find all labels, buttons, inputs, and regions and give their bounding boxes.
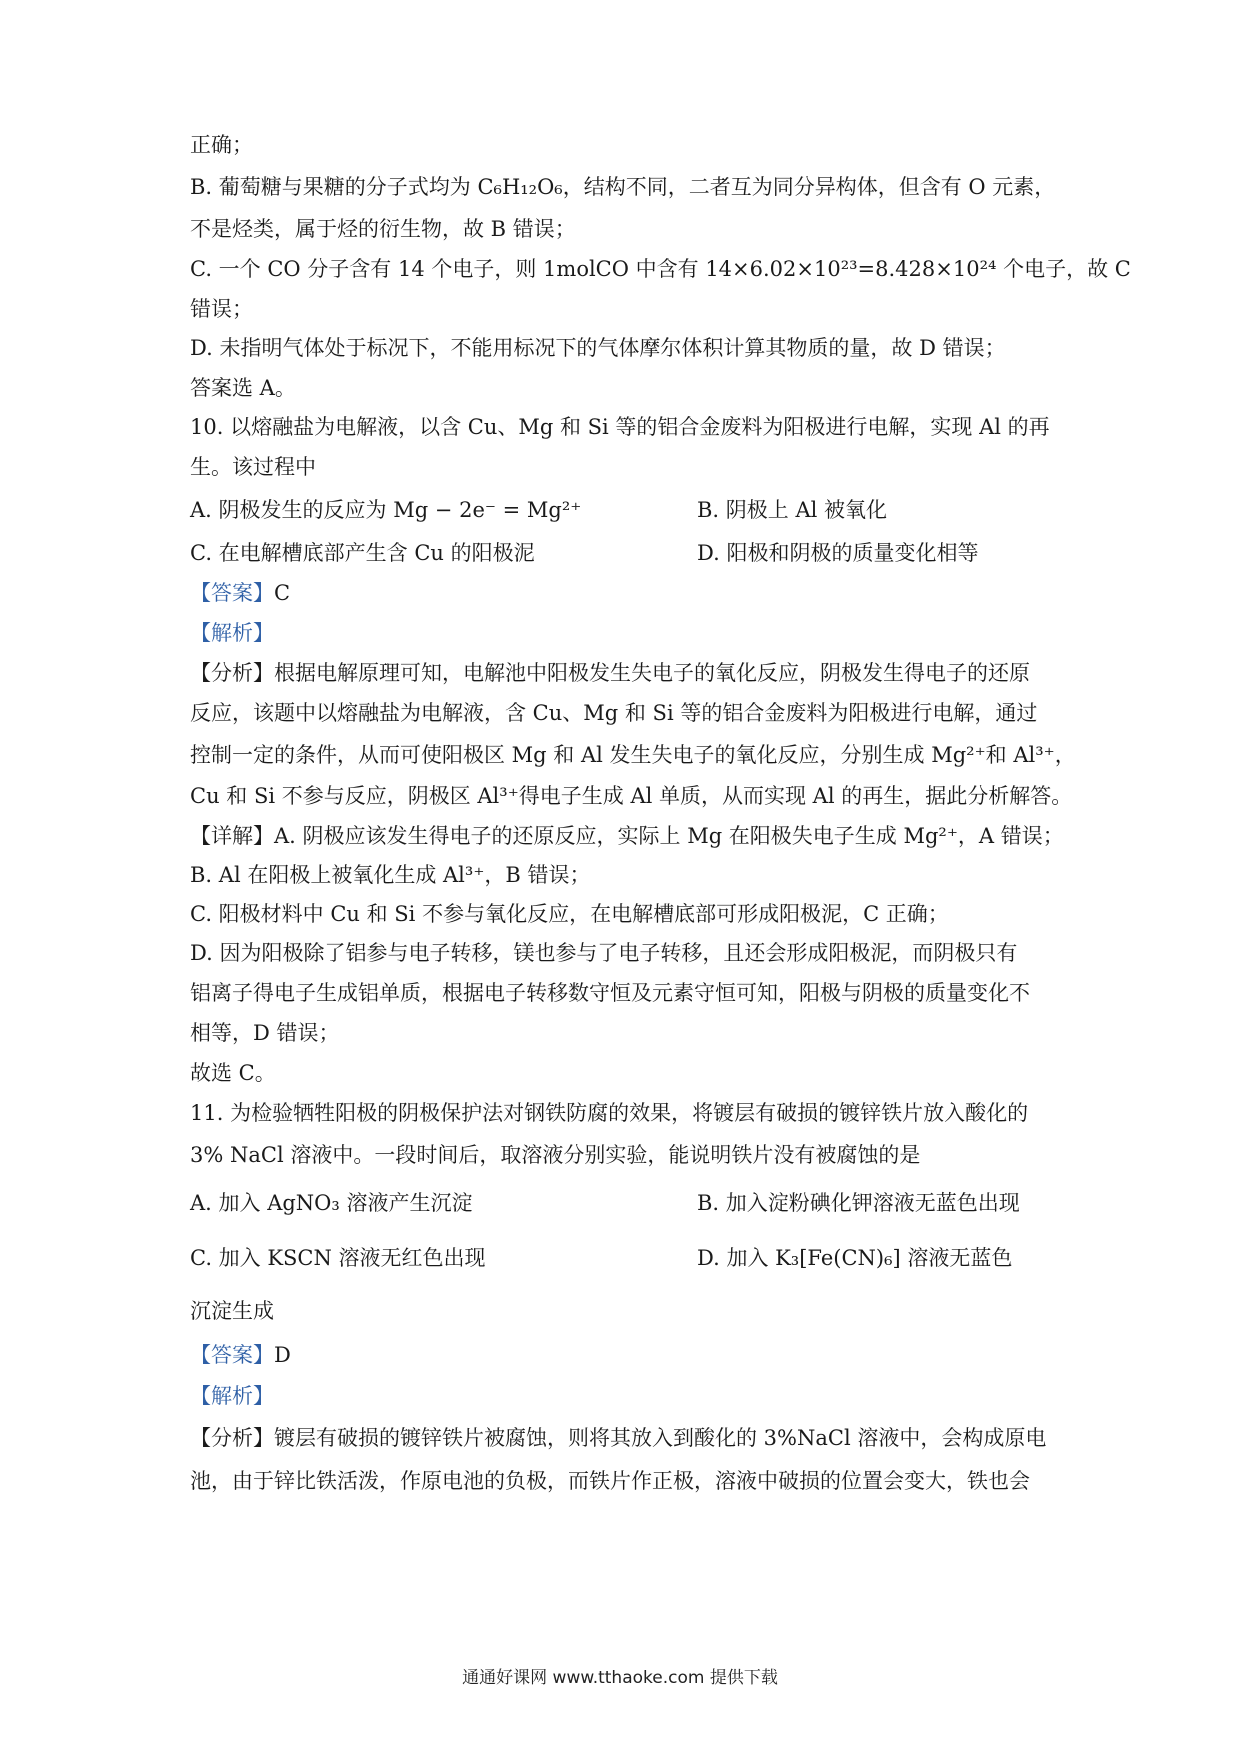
q10-stem-line-1: 10. 以熔融盐为电解液，以含 Cu、Mg 和 Si 等的铝合金废料为阳极进行电解，实现 Al 的再: [190, 415, 1050, 439]
fenxi-tag: 【分析】: [190, 661, 274, 685]
q11-stem-line-1: 11. 为检验牺牲阳极的阴极保护法对钢铁防腐的效果，将镀层有破损的镀锌铁片放入酸化的: [190, 1101, 1029, 1125]
q10-fenxi-line-4: Cu 和 Si 不参与反应，阴极区 Al³⁺得电子生成 Al 单质，从而实现 Al 的再生，据此分析解答。: [190, 784, 1073, 808]
q10-xiangjie-line-5: 铝离子得电子生成铝单质，根据电子转移数守恒及元素守恒可知，阳极与阴极的质量变化不: [190, 981, 1030, 1005]
q10-answer: C: [274, 581, 291, 605]
q10-xiangjie-line-3: C. 阳极材料中 Cu 和 Si 不参与氧化反应，在电解槽底部可形成阳极泥，C 正确；: [190, 902, 949, 926]
q11-option-b: B. 加入淀粉碘化钾溶液无蓝色出现: [697, 1191, 1020, 1215]
fenxi-tag: 【分析】: [190, 1426, 274, 1450]
q10-option-b: B. 阴极上 Al 被氧化: [697, 498, 888, 522]
fenxi-text: 根据电解原理可知，电解池中阳极发生失电子的氧化反应，阴极发生得电子的还原: [274, 661, 1030, 685]
q10-xiangjie-line-4: D. 因为阳极除了铝参与电子转移，镁也参与了电子转移，且还会形成阳极泥，而阴极只有: [190, 941, 1018, 965]
q9-option-b-line-2: 不是烃类，属于烃的衍生物，故 B 错误；: [190, 217, 576, 241]
xiangjie-tag: 【详解】: [190, 824, 274, 848]
q10-conclusion: 故选 C。: [190, 1061, 276, 1085]
q10-xiangjie-line-2: B. Al 在阳极上被氧化生成 Al³⁺，B 错误；: [190, 863, 591, 887]
q10-xiangjie-line-1: [190, 821, 1064, 851]
q10-xiangjie-line-6: 相等，D 错误；: [190, 1021, 340, 1045]
q10-jiexi-tag: 【解析】: [190, 621, 274, 645]
q11-option-a: A. 加入 AgNO₃ 溶液产生沉淀: [190, 1191, 473, 1215]
q11-answer: D: [274, 1343, 291, 1367]
q11-fenxi-line-2: 池，由于锌比铁活泼，作原电池的负极，而铁片作正极，溶液中破损的位置会变大，铁也会: [190, 1469, 1030, 1493]
q10-answer-line: [190, 578, 290, 608]
answer-tag: 【答案】: [190, 581, 274, 605]
q11-fenxi-line-1: [190, 1423, 1046, 1453]
q9-line-1: 正确；: [190, 133, 253, 157]
q9-option-b-line-1: B. 葡萄糖与果糖的分子式均为 C₆H₁₂O₆，结构不同，二者互为同分异构体，但含有 O 元素，: [190, 175, 1056, 199]
q10-option-a: A. 阴极发生的反应为 Mg − 2e⁻ = Mg²⁺: [190, 498, 582, 522]
q11-option-d-continued: 沉淀生成: [190, 1299, 274, 1323]
q9-option-d: D. 未指明气体处于标况下，不能用标况下的气体摩尔体积计算其物质的量，故 D 错误；: [190, 336, 1006, 360]
q11-answer-line: [190, 1340, 291, 1370]
q10-option-d: D. 阳极和阴极的质量变化相等: [697, 541, 979, 565]
page-footer: 通通好课网 www.tthaoke.com 提供下载: [462, 1668, 778, 1688]
q11-jiexi-tag: 【解析】: [190, 1384, 274, 1408]
q11-option-d: D. 加入 K₃[Fe(CN)₆] 溶液无蓝色: [697, 1246, 1013, 1270]
q10-option-c: C. 在电解槽底部产生含 Cu 的阳极泥: [190, 541, 535, 565]
q10-fenxi-line-3: 控制一定的条件，从而可使阳极区 Mg 和 Al 发生失电子的氧化反应，分别生成 Mg²⁺和 Al³⁺，: [190, 743, 1076, 767]
q10-stem-line-2: 生。该过程中: [190, 455, 316, 479]
xiangjie-text: A. 阴极应该发生得电子的还原反应，实际上 Mg 在阳极失电子生成 Mg²⁺，A 错误；: [274, 824, 1064, 848]
q11-option-c: C. 加入 KSCN 溶液无红色出现: [190, 1246, 486, 1270]
fenxi-text: 镀层有破损的镀锌铁片被腐蚀，则将其放入到酸化的 3%NaCl 溶液中，会构成原电: [274, 1426, 1047, 1450]
q10-fenxi-line-2: 反应，该题中以熔融盐为电解液，含 Cu、Mg 和 Si 等的铝合金废料为阳极进行电解，通过: [190, 701, 1038, 725]
q9-option-c-line-2: 错误；: [190, 297, 253, 321]
q10-fenxi-line-1: [190, 658, 1030, 688]
q11-stem-line-2: 3% NaCl 溶液中。一段时间后，取溶液分别实验，能说明铁片没有被腐蚀的是: [190, 1143, 921, 1167]
answer-tag: 【答案】: [190, 1343, 274, 1367]
q9-answer: 答案选 A。: [190, 376, 296, 400]
q9-option-c-line-1: C. 一个 CO 分子含有 14 个电子，则 1molCO 中含有 14×6.02×10²³=8.428×10²⁴ 个电子，故 C: [190, 257, 1131, 281]
